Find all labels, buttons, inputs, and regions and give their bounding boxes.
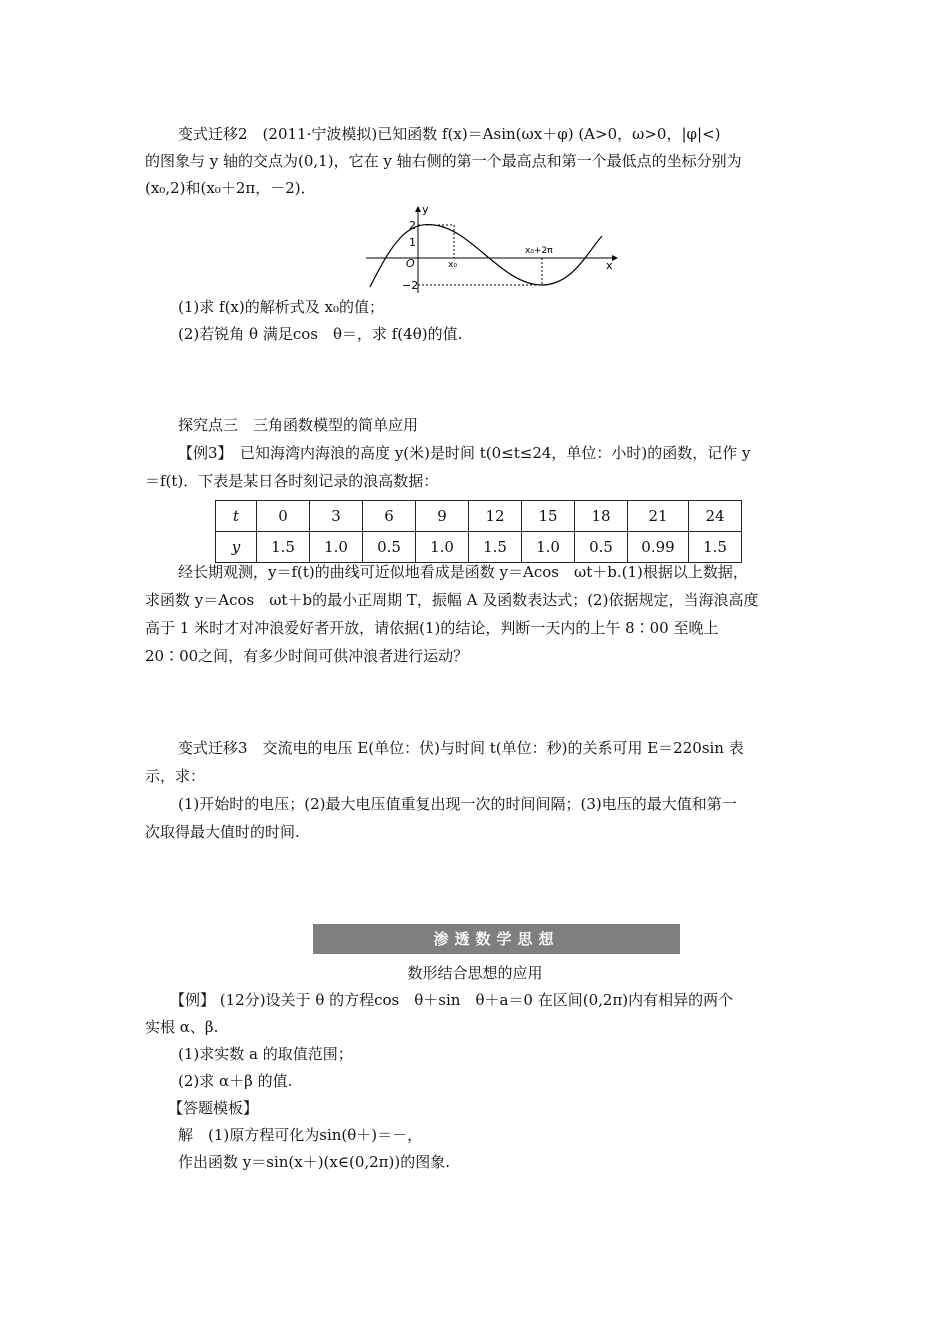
example-3-line-3: 经长期观测，y＝f(t)的曲线可近似地看成是函数 y＝Acos ωt＋b.(1)根据以上数据， [178,563,748,581]
question-2: (2)若锐角 θ 满足cos θ＝，求 f(4θ)的值. [178,325,463,343]
example-question-2: (2)求 α＋β 的值. [178,1072,293,1090]
x0-label: x₀ [448,260,457,270]
solution-line-2: 作出函数 y＝sin(x＋)(x∈(0,2π))的图象. [178,1153,451,1171]
tick-neg2: −2 [402,279,419,292]
example-3-line-6: 20∶00之间，有多少时间可供冲浪者进行运动？ [145,647,469,665]
exercise-3-line-4: 次取得最大值时的时间. [145,823,300,841]
exercise-2-line-3: (x₀,2)和(x₀＋2π，－2)． [145,179,316,197]
table-cell: 0.5 [575,532,628,563]
table-header: t [216,501,257,532]
table-cell: 18 [575,501,628,532]
section-heading: 探究点三 三角函数模型的简单应用 [178,416,419,434]
question-1: (1)求 f(x)的解析式及 x₀的值； [178,298,384,316]
example-question-1: (1)求实数 a 的取值范围； [178,1045,353,1063]
table-cell: 1.0 [416,532,469,563]
sine-graph [362,203,620,295]
exercise-3-line-2: 示，求： [145,767,206,785]
table-cell: 0.5 [363,532,416,563]
section-banner: 渗透数学思想 [313,924,680,954]
tick-1: 1 [409,236,416,249]
example-line-2: 实根 α、β. [145,1018,219,1036]
x-axis-label: x [606,259,613,272]
table-cell: 3 [310,501,363,532]
exercise-2-line-1: 变式迁移2 (2011·宁波模拟)已知函数 f(x)＝Asin(ωx＋φ) (A>0，ω>0，|φ|<) [178,125,721,143]
exercise-3-line-1: 变式迁移3 交流电的电压 E(单位：伏)与时间 t(单位：秒)的关系可用 E＝220sin 表 [178,739,744,757]
table-cell: 0 [257,501,310,532]
table-cell: 12 [469,501,522,532]
example-line-1: 【例】 (12分)设关于 θ 的方程cos θ＋sin θ＋a＝0 在区间(0,2π)内有相异的两个 [170,991,734,1009]
y-axis-label: y [422,203,429,216]
wave-height-table [215,500,742,563]
table-header: y [216,532,257,563]
solution-line-1: 解 (1)原方程可化为sin(θ＋)＝－， [178,1126,423,1144]
answer-template-heading: 【答题模板】 [168,1099,259,1117]
example-3-line-1: 【例3】 已知海湾内海浪的高度 y(米)是时间 t(0≤t≤24，单位：小时)的函数，记作 y [178,444,751,462]
table-row [216,532,742,563]
example-3-line-5: 高于 1 米时才对冲浪爱好者开放，请依据(1)的结论，判断一天内的上午 8∶00 至晚上 [145,619,719,637]
table-cell: 15 [522,501,575,532]
table-row [216,501,742,532]
example-3-line-2: ＝f(t)．下表是某日各时刻记录的浪高数据： [145,472,439,490]
exercise-2-line-2: 的图象与 y 轴的交点为(0,1)，它在 y 轴右侧的第一个最高点和第一个最低点的坐标分别为 [145,152,742,170]
origin-label: O [406,257,415,270]
table-cell: 24 [689,501,742,532]
table-cell: 1.5 [469,532,522,563]
table-cell: 9 [416,501,469,532]
x0-plus-2pi-label: x₀+2π [525,246,553,256]
example-3-line-4: 求函数 y＝Acos ωt＋b的最小正周期 T，振幅 A 及函数表达式；(2)依据规定，当海浪高度 [145,591,759,609]
table-cell: 1.5 [689,532,742,563]
table-cell: 1.0 [522,532,575,563]
table-cell: 1.5 [257,532,310,563]
table-cell: 6 [363,501,416,532]
table-cell: 1.0 [310,532,363,563]
exercise-3-line-3: (1)开始时的电压；(2)最大电压值重复出现一次的时间间隔；(3)电压的最大值和第一 [178,795,737,813]
table-cell: 21 [628,501,689,532]
table-cell: 0.99 [628,532,689,563]
tick-2: 2 [409,219,416,232]
subtitle: 数形结合思想的应用 [407,964,543,982]
